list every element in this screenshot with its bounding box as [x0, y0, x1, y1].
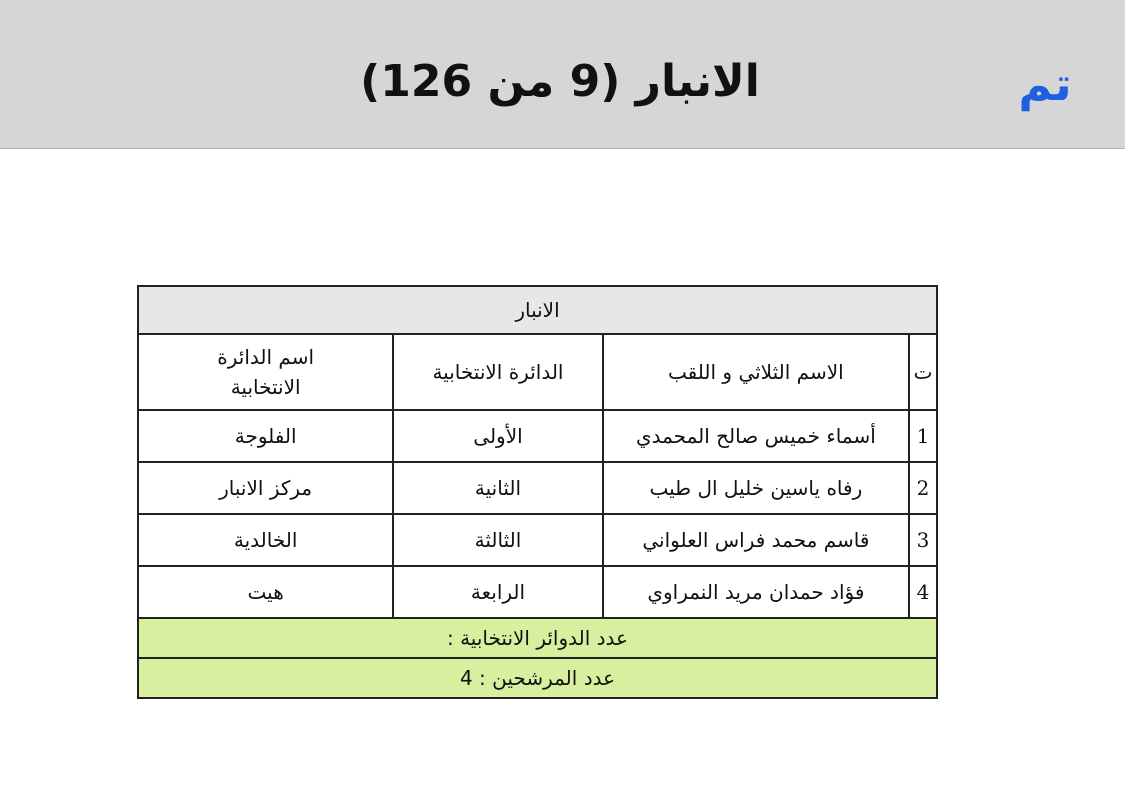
- column-header-district-name: [138, 334, 393, 410]
- row-index: 2: [909, 462, 937, 514]
- column-header-district: [393, 334, 602, 410]
- row-index: 3: [909, 514, 937, 566]
- district-number: الثالثة: [393, 514, 602, 566]
- district-name: مركز الانبار: [138, 462, 393, 514]
- header-bar: [0, 0, 1125, 149]
- district-number: الرابعة: [393, 566, 602, 618]
- page-title: الانبار (9 من 126): [360, 56, 760, 107]
- table-title: الانبار: [138, 286, 937, 334]
- candidate-name: أسماء خميس صالح المحمدي: [603, 410, 909, 462]
- district-number: الثانية: [393, 462, 602, 514]
- column-header-index: ت: [909, 334, 937, 410]
- candidate-name: فؤاد حمدان مريد النمراوي: [603, 566, 909, 618]
- row-index: 1: [909, 410, 937, 462]
- table-row: [138, 566, 937, 618]
- district-name: هيت: [138, 566, 393, 618]
- row-index: 4: [909, 566, 937, 618]
- candidate-name: رفاه ياسين خليل ال طيب: [603, 462, 909, 514]
- column-header-district-name-label: اسم الدائرة الانتخابية: [217, 345, 315, 399]
- table-row: [138, 462, 937, 514]
- candidate-name: قاسم محمد فراس العلواني: [603, 514, 909, 566]
- column-header-name: الاسم الثلاثي و اللقب: [603, 334, 909, 410]
- table-row: [138, 514, 937, 566]
- district-name: الفلوجة: [138, 410, 393, 462]
- districts-count: عدد الدوائر الانتخابية :: [138, 618, 937, 658]
- district-name: الخالدية: [138, 514, 393, 566]
- table-row: [138, 410, 937, 462]
- status-label: تم: [1018, 57, 1072, 111]
- district-number: الأولى: [393, 410, 602, 462]
- candidates-count: عدد المرشحين : 4: [138, 658, 937, 698]
- column-header-district-label: الدائرة الانتخابية: [432, 360, 564, 384]
- candidates-table: [137, 285, 938, 699]
